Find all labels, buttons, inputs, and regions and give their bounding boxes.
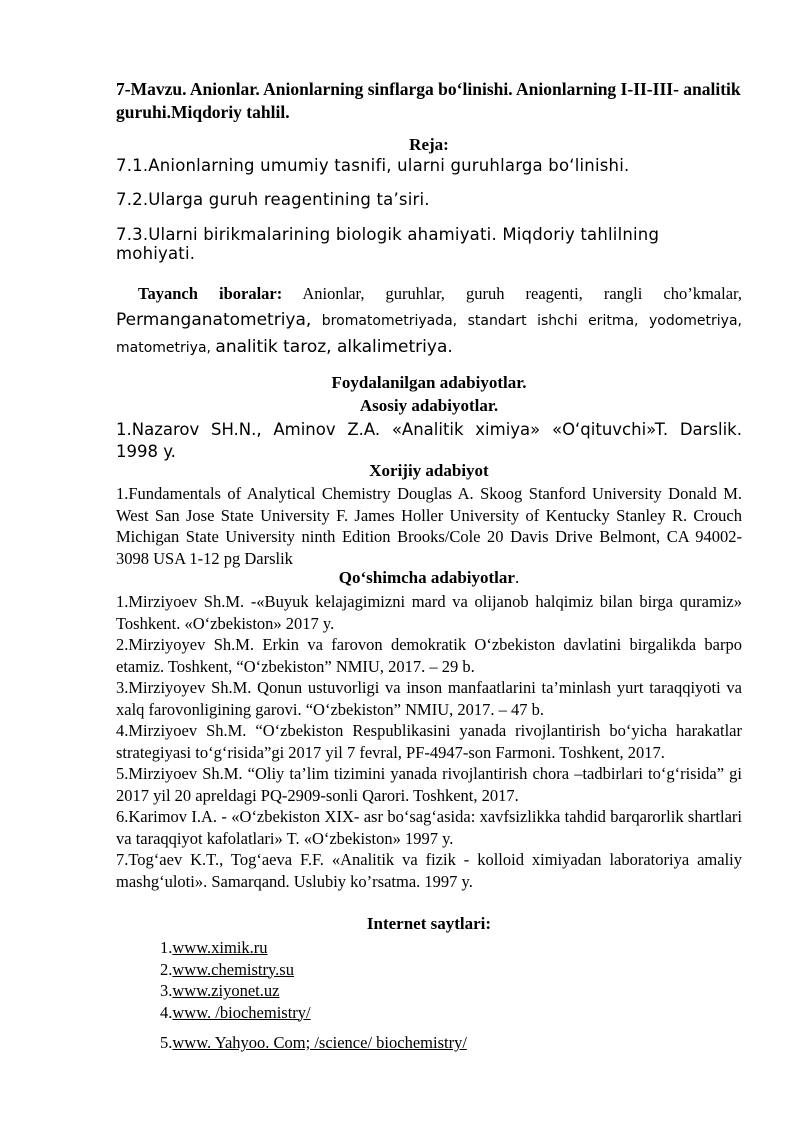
foreign-literature-heading: Xorijiy adabiyot [369,461,489,480]
internet-site-link[interactable]: www.ximik.ru [172,938,268,957]
additional-literature-heading-dot: . [514,568,520,587]
additional-literature-heading [116,568,742,588]
additional-literature-item: 6.Karimov I.A. - «O‘zbekiston XIX- asr bo‘sag‘asida: xavfsizlikka tahdid barqarorlik shartlari va taraqqiyot kafolatlari» T. «O‘zbekiston» 1997 y. [116,807,742,848]
internet-site-item [160,959,660,981]
additional-literature-item: 3.Mirziyoyev Sh.M. Qonun ustuvorligi va inson manfaatlarini ta’minlash yurt taraqqiyoti va xalq farovonligining garovi. “O‘zbekiston” NMIU, 2017. – 47 b. [116,678,742,719]
internet-site-item [160,1002,660,1024]
additional-literature-item: 5.Mirziyoev Sh.M. “Oliy ta’lim tizimini yanada rivojlantirish chora –tadbirlari to‘g‘risida” gi 2017 yil 20 apreldagi PQ-2909-sonli Qarori. Toshkent, 2017. [116,764,742,805]
main-literature-item-1: 1.Nazarov SH.N., Aminov Z.A. «Analitik ximiya» «O‘qituvchi»T. Darslik. 1998 y. [116,420,742,461]
plan-item-1: 7.1.Anionlarning umumiy tasnifi, ularni guruhlarga bo‘linishi. [116,156,630,175]
internet-site-item [160,980,660,1002]
internet-site-link[interactable]: www. Yahyoo. Com; /science/ biochemistry/ [172,1033,467,1052]
internet-site-link[interactable]: www.ziyonet.uz [172,981,280,1000]
additional-literature-item: 1.Mirziyoev Sh.M. -«Buyuk kelajagimizni mard va olijanob halqimiz bilan birga quramiz» Toshkent. «O‘zbekiston» 2017 y. [116,592,742,633]
keywords-text-2: Permanganatometriya, [116,310,312,330]
plan-item-3: 7.3.Ularni birikmalarining biologik ahamiyati. Miqdoriy tahlilning mohiyati. [116,225,660,263]
plan-item-2: 7.2.Ularga guruh reagentining ta’siri. [116,190,430,209]
additional-literature-item: 4.Mirziyoev Sh.M. “O‘zbekiston Respublikasini yanada rivojlantirish bo‘yicha harakatlar strategiyasi to‘g‘risida”gi 2017 yil 7 fevral, PF-4947-son Farmoni. Toshkent, 2017. [116,721,742,762]
internet-site-item [160,1032,660,1054]
additional-literature-heading-text: Qo‘shimcha adabiyotlar [338,568,515,587]
internet-site-link[interactable]: www.chemistry.su [172,959,294,979]
internet-site-number: 5. [160,1033,173,1052]
internet-site-link[interactable]: www. /biochemistry/ [172,1002,311,1022]
keywords-text-3: bromatometriyada, standart ishchi eritma, yodometriya, matometriya, [116,313,742,356]
internet-sites-heading: Internet saytlari: [366,914,492,933]
internet-sites-list [160,937,660,1054]
keywords-text-1: Anionlar, guruhlar, guruh reagenti, rangli cho’kmalar, [282,284,742,303]
additional-literature-item: 2.Mirziyoyev Sh.M. Erkin va farovon demokratik O‘zbekiston davlatini birgalikda barpo etamiz. Toshkent, “O‘zbekiston” NMIU, 2017. – 29 b. [116,635,742,676]
keywords-label: Tayanch iboralar: [138,284,283,303]
foreign-literature-item-1: 1.Fundamentals of Analytical Chemistry Douglas A. Skoog Stanford University Donald M. West San Jose State University F. James Holler University of Kentucky Stanley R. Crouch Michigan State University ninth Edition Brooks/Cole 20 Davis Drive Belmont, CA 94002-3098 USA 1-12 pg Darslik [116,484,742,568]
page-title: 7-Mavzu. Anionlar. Anionlarning sinflarga bo‘linishi. Anionlarning I-II-III- analitik guruhi.Miqdoriy tahlil. [116,79,741,122]
additional-literature-list [116,591,742,892]
internet-site-item [160,937,660,959]
main-literature-heading: Asosiy adabiyotlar. [359,396,499,415]
keywords-paragraph [116,281,742,361]
internet-site-number: 4. [160,1002,173,1022]
plan-heading: Reja: [409,135,449,154]
internet-site-number: 3. [160,981,173,1000]
keywords-text-4: analitik taroz, alkalimetriya. [215,337,453,357]
additional-literature-item: 7.Tog‘aev K.T., Tog‘aeva F.F. «Analitik va fizik - kolloid ximiyadan laboratoriya amaliy mashg‘uloti». Samarqand. Uslubiy ko’rsatma. 1997 y. [116,850,742,891]
literature-heading: Foydalanilgan adabiyotlar. [331,373,527,392]
internet-site-number: 2. [160,959,173,979]
internet-site-number: 1. [160,938,173,957]
